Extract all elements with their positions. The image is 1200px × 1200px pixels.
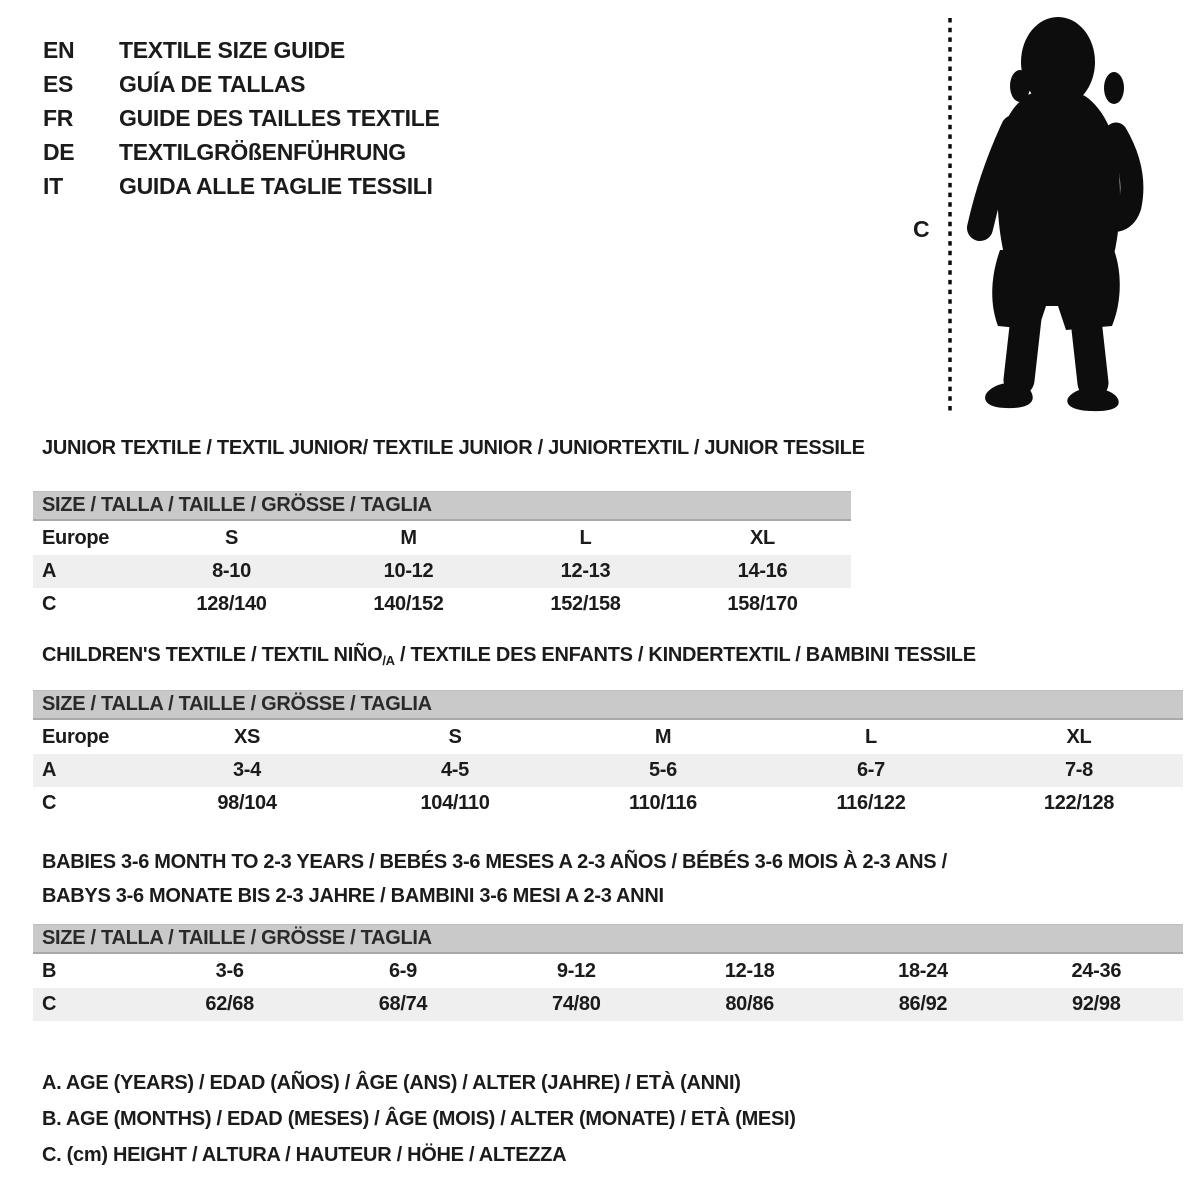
children-section-title	[42, 644, 976, 668]
cell: XS	[233, 725, 261, 748]
cell: 122/128	[1043, 792, 1115, 814]
cell: 92/98	[1010, 988, 1183, 1021]
cell: 110/116	[629, 792, 697, 814]
cell: 140/152	[373, 593, 444, 615]
language-code: FR	[43, 104, 74, 131]
language-label: TEXTILE SIZE GUIDE	[119, 36, 345, 63]
cell: S	[448, 725, 462, 748]
children-size-table	[33, 690, 1183, 820]
row-label: A	[33, 754, 143, 787]
language-code: IT	[43, 172, 63, 199]
cell: 6-9	[388, 959, 417, 982]
cell: 3-4	[143, 754, 351, 787]
language-row-de	[43, 135, 440, 169]
language-label: GUIDA ALLE TAGLIE TESSILI	[119, 172, 433, 199]
junior-size-table	[33, 491, 851, 621]
size-header-bar	[33, 925, 1183, 954]
language-list	[43, 33, 440, 203]
size-header-label: SIZE / TALLA / TAILLE / GRÖSSE / TAGLIA	[33, 691, 1183, 720]
cell: 74/80	[490, 988, 663, 1021]
row-label: C	[33, 988, 143, 1021]
child-silhouette-icon	[980, 17, 1132, 411]
cell: 104/110	[420, 792, 490, 814]
language-label: GUIDE DES TAILLES TEXTILE	[119, 104, 440, 131]
language-row-en	[43, 33, 440, 67]
size-header-label: SIZE / TALLA / TAILLE / GRÖSSE / TAGLIA	[33, 492, 851, 521]
cell: 8-10	[143, 555, 320, 588]
cell: 3-6	[215, 959, 244, 982]
cell: 9-12	[556, 959, 596, 982]
cell: 5-6	[559, 754, 767, 787]
cell: 12-13	[497, 555, 674, 588]
size-header-bar	[33, 492, 851, 521]
babies-size-table	[33, 924, 1183, 1021]
size-header-bar	[33, 691, 1183, 720]
children-title-prefix: CHILDREN'S TEXTILE / TEXTIL NIÑO	[42, 644, 383, 666]
cell: 18-24	[898, 959, 948, 982]
cell: L	[579, 526, 592, 549]
cell: 24-36	[1071, 959, 1122, 982]
cell: 10-12	[320, 555, 497, 588]
cell: 158/170	[727, 593, 798, 615]
height-figure-graphic	[900, 10, 1160, 420]
legend-line-c: C. (cm) HEIGHT / ALTURA / HAUTEUR / HÖHE / ALTEZZA	[42, 1144, 567, 1166]
language-row-it	[43, 169, 440, 203]
table-row	[33, 754, 1183, 787]
cell: 7-8	[975, 754, 1183, 787]
cell: 86/92	[836, 988, 1009, 1021]
cell: 98/104	[217, 792, 277, 814]
table-row	[33, 555, 851, 588]
row-label: Europe	[42, 526, 110, 549]
cell: M	[400, 526, 417, 549]
row-label: C	[42, 792, 57, 814]
table-row	[33, 988, 1183, 1021]
cell: 4-5	[351, 754, 559, 787]
table-row	[33, 588, 851, 621]
cell: 6-7	[767, 754, 975, 787]
table-row	[33, 787, 1183, 820]
cell: 80/86	[663, 988, 836, 1021]
junior-section-title: JUNIOR TEXTILE / TEXTIL JUNIOR/ TEXTILE JUNIOR / JUNIORTEXTIL / JUNIOR TESSILE	[42, 437, 865, 459]
table-row	[33, 719, 1183, 754]
row-label: Europe	[42, 725, 110, 748]
size-header-label: SIZE / TALLA / TAILLE / GRÖSSE / TAGLIA	[33, 925, 1183, 954]
language-code: ES	[43, 70, 74, 97]
cell: S	[224, 526, 239, 549]
language-row-fr	[43, 101, 440, 135]
cell: M	[654, 725, 672, 748]
row-label: C	[42, 593, 57, 615]
language-label: GUÍA DE TALLAS	[119, 70, 306, 97]
cell: 14-16	[674, 555, 851, 588]
language-label: TEXTILGRÖßENFÜHRUNG	[119, 138, 406, 165]
cell: 128/140	[196, 593, 267, 615]
table-row	[33, 520, 851, 555]
cell: 116/122	[836, 792, 906, 814]
cell: XL	[750, 526, 775, 549]
legend-line-b: B. AGE (MONTHS) / EDAD (MESES) / ÂGE (MOIS) / ALTER (MONATE) / ETÀ (MESI)	[42, 1108, 796, 1130]
language-row-es	[43, 67, 440, 101]
cell: XL	[1066, 725, 1092, 748]
cell: 152/158	[550, 593, 621, 615]
cell: 62/68	[143, 988, 316, 1021]
cell: 12-18	[724, 959, 775, 982]
table-row	[33, 953, 1183, 988]
children-title-suffix: / TEXTILE DES ENFANTS / KINDERTEXTIL / BAMBINI TESSILE	[394, 644, 976, 666]
language-code: EN	[43, 36, 75, 63]
language-code: DE	[43, 138, 75, 165]
legend	[42, 1072, 796, 1180]
height-measure-label: C	[913, 216, 930, 242]
cell: 68/74	[316, 988, 489, 1021]
babies-section-title-line2: BABYS 3-6 MONATE BIS 2-3 JAHRE / BAMBINI 3-6 MESI A 2-3 ANNI	[42, 885, 664, 907]
legend-line-a: A. AGE (YEARS) / EDAD (AÑOS) / ÂGE (ANS) / ALTER (JAHRE) / ETÀ (ANNI)	[42, 1072, 741, 1094]
row-label: A	[33, 555, 143, 588]
children-title-subscript: /A	[382, 653, 395, 668]
cell: L	[865, 725, 877, 748]
row-label: B	[42, 959, 57, 982]
babies-section-title-line1: BABIES 3-6 MONTH TO 2-3 YEARS / BEBÉS 3-6 MESES A 2-3 AÑOS / BÉBÉS 3-6 MOIS À 2-3 ANS /	[42, 851, 947, 873]
